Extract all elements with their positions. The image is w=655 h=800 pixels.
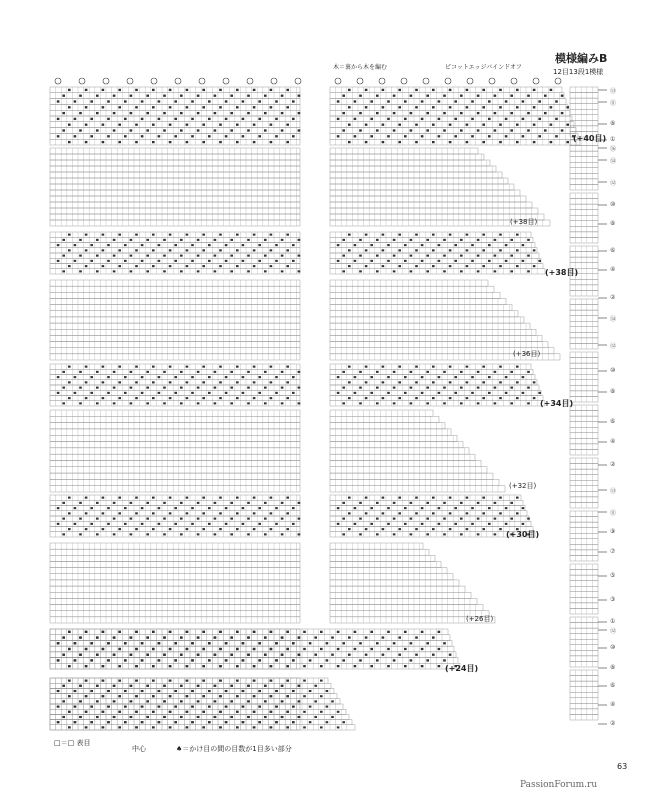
row-number-label: ⑧	[610, 120, 616, 127]
row-number-label: ②	[610, 720, 616, 727]
row-number-label: ⑫	[610, 628, 617, 635]
row-number-label: ⑩	[610, 644, 616, 651]
chart-block	[570, 87, 598, 137]
increase-label-6: (+32目)	[509, 482, 537, 490]
row-number-label: ⑧	[610, 388, 616, 395]
increase-label-1: (+40目)	[573, 134, 607, 143]
bindoff-note: ピコットエッジバインドオフ	[445, 64, 522, 71]
row-number-label: ②	[610, 461, 616, 468]
row-number-label: ①	[610, 136, 616, 143]
legend-note: ♠＝かけ目の間の目数が1目多い部分	[176, 745, 292, 753]
chart-block	[50, 280, 300, 360]
chart-block	[50, 495, 300, 537]
chart-block	[570, 405, 598, 455]
row-number-label: ⑤	[610, 572, 616, 579]
increase-label-3: (+38目)	[545, 268, 579, 277]
page-number: 63	[617, 762, 628, 771]
chart-block	[50, 148, 300, 226]
increase-label-7: (+30目)	[506, 530, 540, 539]
row-number-label: ⑩	[610, 201, 616, 208]
increase-label-9: (+24目)	[445, 664, 479, 673]
row-number-label: ⑫	[610, 180, 617, 187]
watermark: PassionForum.ru	[520, 780, 598, 790]
row-number-label: ⑦	[610, 548, 616, 555]
row-number-label: ⑨	[610, 528, 616, 535]
symbol-note: 木＝裏から木を編む	[333, 64, 388, 71]
row-number-label: ⑭	[610, 316, 617, 323]
legend-key: □＝□ 表目	[54, 739, 91, 747]
row-number-label: ④	[610, 266, 616, 273]
chart-block	[570, 352, 598, 402]
chart-block	[330, 543, 495, 623]
chart-block	[50, 629, 460, 669]
chart-block	[50, 364, 300, 406]
row-number-label: ③	[610, 596, 616, 603]
row-number-label: ⑫	[610, 343, 617, 350]
row-number-label: ⑧	[610, 664, 616, 671]
row-number-label: ⑯	[610, 146, 617, 153]
increase-label-4: (+36目)	[513, 350, 541, 358]
row-number-label: ④	[610, 701, 616, 708]
chart-block	[50, 543, 300, 623]
chart-block	[50, 410, 300, 492]
chart-subtitle: 12目13段1模様	[553, 68, 604, 76]
row-number-label: ⑪	[610, 510, 617, 517]
chart-block	[570, 140, 598, 190]
chart-block	[330, 148, 550, 226]
chart-block	[330, 87, 580, 145]
chart-block	[570, 193, 598, 243]
chart-block	[50, 87, 300, 145]
chart-block	[570, 299, 598, 349]
chart-block	[330, 410, 505, 492]
chart-block	[330, 232, 545, 274]
row-number-label: ①	[610, 618, 616, 625]
chart-block	[570, 458, 598, 508]
increase-label-2: (+38目)	[510, 218, 538, 226]
row-number-label: ⑪	[610, 100, 617, 107]
row-number-label: ⑬	[610, 488, 617, 495]
row-number-label: ⑬	[610, 88, 617, 95]
center-marker-label: 中心	[132, 745, 146, 753]
chart-block	[50, 678, 355, 730]
row-number-label: ⑭	[610, 158, 617, 165]
chart-block	[570, 617, 598, 667]
chart-block	[330, 364, 545, 406]
chart-block	[570, 564, 598, 614]
row-number-label: ⑥	[610, 418, 616, 425]
row-number-label: ④	[610, 438, 616, 445]
increase-label-5: (+34目)	[540, 399, 574, 408]
row-number-label: ⑥	[610, 682, 616, 689]
row-number-label: ⑥	[610, 247, 616, 254]
row-number-label: ⑧	[610, 220, 616, 227]
chart-block	[330, 280, 560, 360]
chart-block	[50, 232, 300, 274]
row-number-label: ②	[610, 294, 616, 301]
chart-block	[330, 495, 535, 537]
chart-block	[570, 511, 598, 561]
chart-block	[570, 670, 598, 720]
chart-title: 模様編みB	[555, 52, 608, 65]
increase-label-8: (+26目)	[466, 615, 494, 623]
row-number-label: ⑩	[610, 367, 616, 374]
